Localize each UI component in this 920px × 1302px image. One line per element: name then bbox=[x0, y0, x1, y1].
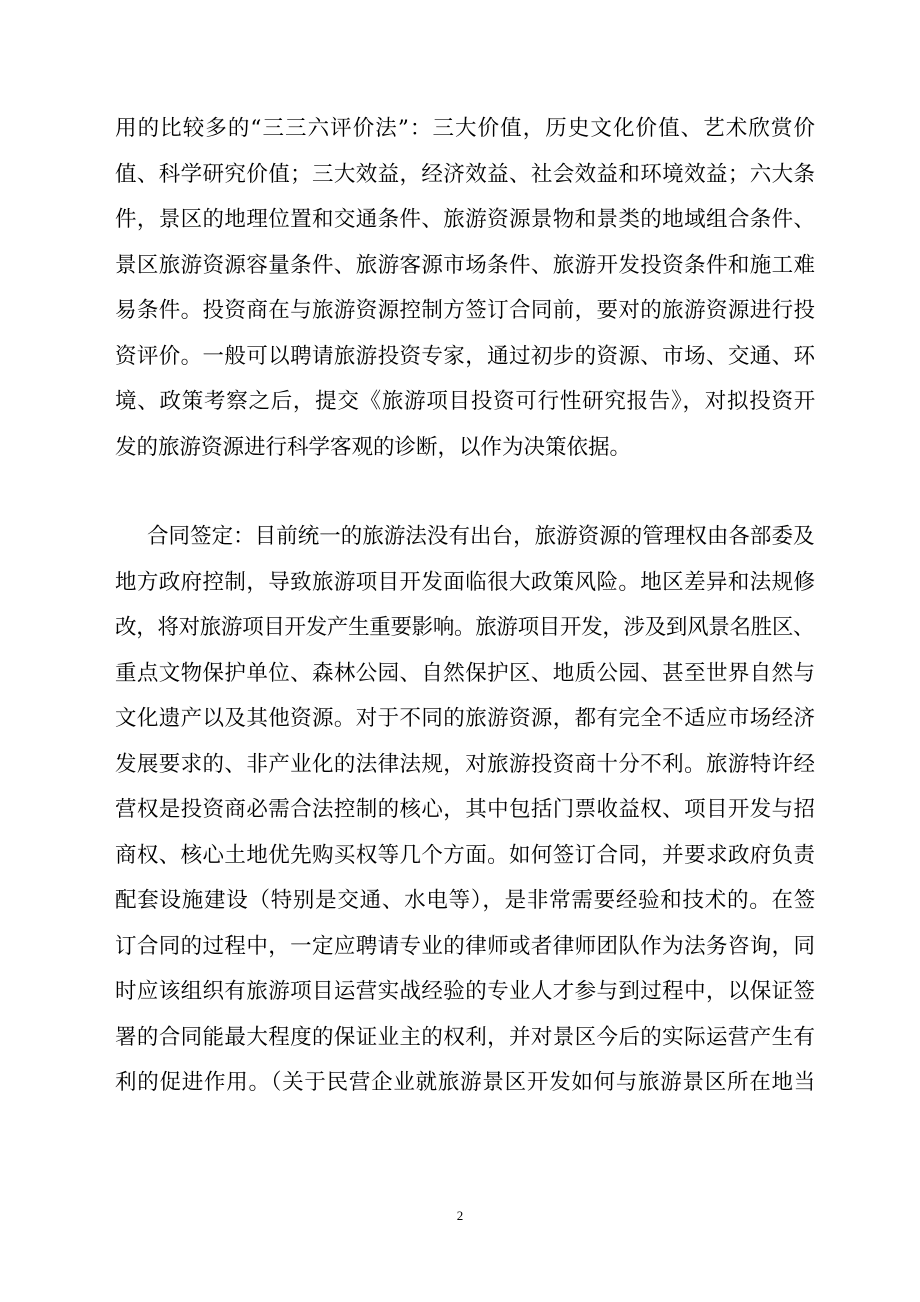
text-line: 易条件。投资商在与旅游资源控制方签订合同前，要对的旅游资源进行投 bbox=[115, 298, 816, 323]
text-line: 值、科学研究价值；三大效益，经济效益、社会效益和环境效益；六大条 bbox=[115, 161, 816, 187]
text-line: 营权是投资商必需合法控制的核心，其中包括门票收益权、项目开发与招 bbox=[115, 797, 816, 822]
text-line: 件，景区的地理位置和交通条件、旅游资源景物和景类的地域组合条件、 bbox=[115, 207, 816, 232]
text-line: 发展要求的、非产业化的法律法规，对旅游投资商十分不利。旅游特许经 bbox=[115, 751, 816, 777]
text-line: 地方政府控制，导致旅游项目开发面临很大政策风险。地区差异和法规修 bbox=[115, 569, 816, 595]
text-line: 利的促进作用。（关于民营企业就旅游景区开发如何与旅游景区所在地当 bbox=[115, 1070, 816, 1095]
text-line: 境、政策考察之后，提交《旅游项目投资可行性研究报告》，对拟投资开 bbox=[115, 389, 816, 414]
text-line: 配套设施建设（特别是交通、水电等），是非常需要经验和技术的。在签 bbox=[115, 888, 816, 913]
text-line: 改，将对旅游项目开发产生重要影响。旅游项目开发，涉及到风景名胜区、 bbox=[115, 615, 815, 640]
text-line: 用的比较多的“三三六评价法”：三大价值，历史文化价值、艺术欣赏价 bbox=[115, 116, 817, 141]
text-line: 资评价。一般可以聘请旅游投资专家，通过初步的资源、市场、交通、环 bbox=[115, 343, 816, 369]
text-line: 商权、核心土地优先购买权等几个方面。如何签订合同，并要求政府负责 bbox=[115, 842, 816, 868]
text-line: 景区旅游资源容量条件、旅游客源市场条件、旅游开发投资条件和施工难 bbox=[115, 252, 816, 278]
text-line: 发的旅游资源进行科学客观的诊断，以作为决策依据。 bbox=[115, 434, 632, 460]
text-line: 订合同的过程中，一定应聘请专业的律师或者律师团队作为法务咨询，同 bbox=[115, 933, 816, 959]
text-line: 重点文物保护单位、森林公园、自然保护区、地质公园、甚至世界自然与 bbox=[115, 660, 816, 686]
text-line: 合同签定：目前统一的旅游法没有出台，旅游资源的管理权由各部委及 bbox=[147, 524, 815, 549]
text-line: 文化遗产以及其他资源。对于不同的旅游资源，都有完全不适应市场经济 bbox=[115, 706, 816, 731]
text-line: 时应该组织有旅游项目运营实战经验的专业人才参与到过程中，以保证签 bbox=[115, 979, 816, 1004]
text-line: 署的合同能最大程度的保证业主的权利，并对景区今后的实际运营产生有 bbox=[115, 1024, 816, 1050]
page-number: 2 bbox=[456, 1208, 464, 1223]
